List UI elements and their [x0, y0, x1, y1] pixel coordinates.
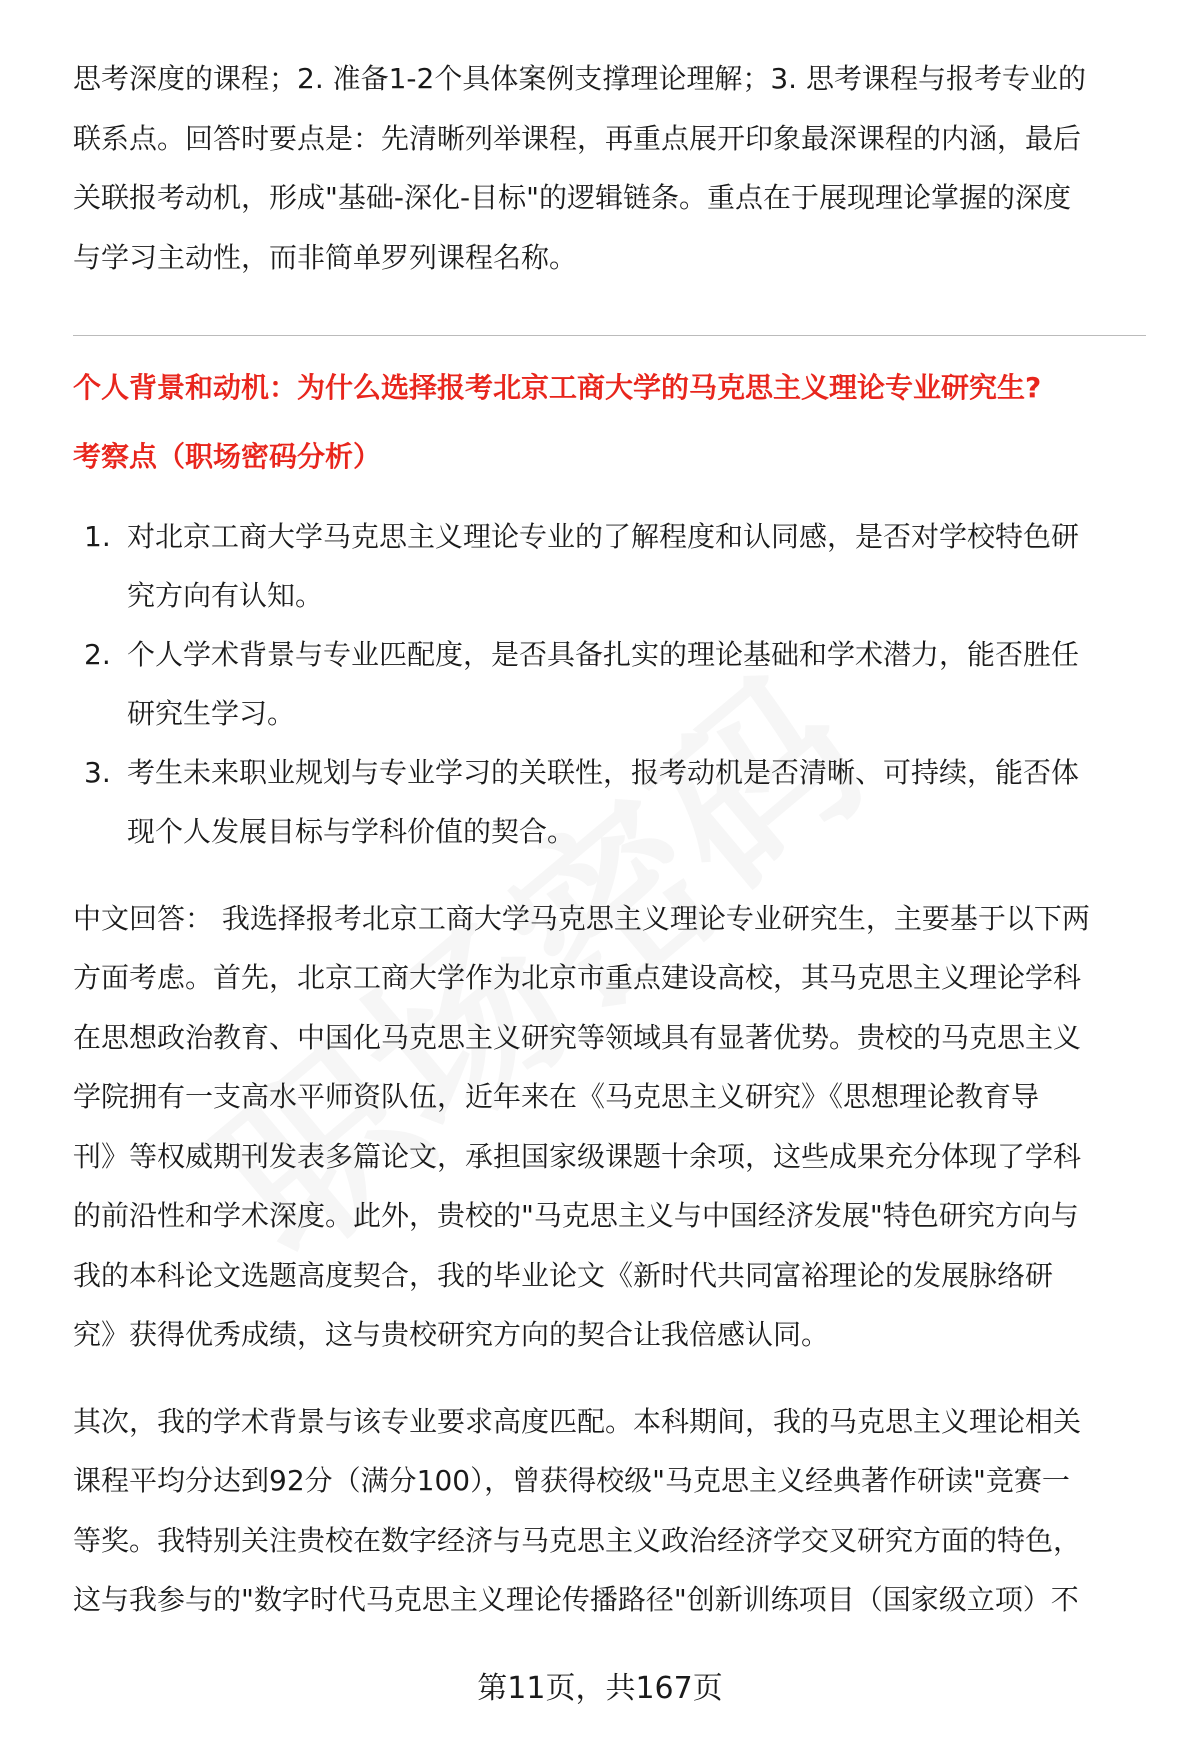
text-line: 其次，我的学术背景与该专业要求高度匹配。本科期间，我的马克思主义理论相关 — [73, 1405, 1082, 1438]
text-line: 在思想政治教育、中国化马克思主义研究等领域具有显著优势。贵校的马克思主义 — [73, 1021, 1082, 1054]
text-line: 联系点。回答时要点是：先清晰列举课程，再重点展开印象最深课程的内涵，最后 — [73, 122, 1082, 155]
text-line: 刊》等权威期刊发表多篇论文，承担国家级课题十余项，这些成果充分体现了学科 — [73, 1140, 1082, 1173]
list-item-line: 现个人发展目标与学科价值的契合。 — [127, 815, 576, 848]
text-line: 这与我参与的"数字时代马克思主义理论传播路径"创新训练项目（国家级立项）不 — [73, 1583, 1079, 1616]
text-line: 中文回答： 我选择报考北京工商大学马克思主义理论专业研究生，主要基于以下两 — [73, 902, 1090, 935]
text-line: 关联报考动机，形成"基础-深化-目标"的逻辑链条。重点在于展现理论掌握的深度 — [73, 181, 1071, 214]
list-item-line: 究方向有认知。 — [127, 579, 324, 612]
list-number: 3. — [84, 756, 111, 789]
text-line: 究》获得优秀成绩，这与贵校研究方向的契合让我倍感认同。 — [73, 1318, 830, 1351]
section-title: 考察点（职场密码分析） — [73, 440, 382, 473]
text-line: 我的本科论文选题高度契合，我的毕业论文《新时代共同富裕理论的发展脉络研 — [73, 1259, 1054, 1292]
question-title: 个人背景和动机：为什么选择报考北京工商大学的马克思主义理论专业研究生? — [73, 371, 1042, 404]
list-item-line: 研究生学习。 — [127, 697, 296, 730]
text-line: 思考深度的课程；2. 准备1-2个具体案例支撑理论理解；3. 思考课程与报考专业的 — [73, 62, 1086, 95]
text-line: 方面考虑。首先，北京工商大学作为北京市重点建设高校，其马克思主义理论学科 — [73, 961, 1082, 994]
page-number: 第11页，共167页 — [477, 1671, 723, 1706]
text-line: 课程平均分达到92分（满分100），曾获得校级"马克思主义经典著作研读"竞赛一 — [73, 1464, 1070, 1497]
text-line: 等奖。我特别关注贵校在数字经济与马克思主义政治经济学交叉研究方面的特色， — [73, 1524, 1082, 1557]
text-line: 与学习主动性，而非简单罗列课程名称。 — [73, 241, 578, 274]
text-line: 的前沿性和学术深度。此外，贵校的"马克思主义与中国经济发展"特色研究方向与 — [73, 1199, 1079, 1232]
list-item-line: 考生未来职业规划与专业学习的关联性，报考动机是否清晰、可持续，能否体 — [127, 756, 1080, 789]
list-number: 1. — [84, 520, 111, 553]
text-line: 学院拥有一支高水平师资队伍，近年来在《马克思主义研究》《思想理论教育导 — [73, 1080, 1040, 1113]
list-item-line: 个人学术背景与专业匹配度，是否具备扎实的理论基础和学术潜力，能否胜任 — [127, 638, 1080, 671]
list-number: 2. — [84, 638, 111, 671]
list-item-line: 对北京工商大学马克思主义理论专业的了解程度和认同感，是否对学校特色研 — [127, 520, 1080, 553]
section-divider — [73, 335, 1146, 336]
